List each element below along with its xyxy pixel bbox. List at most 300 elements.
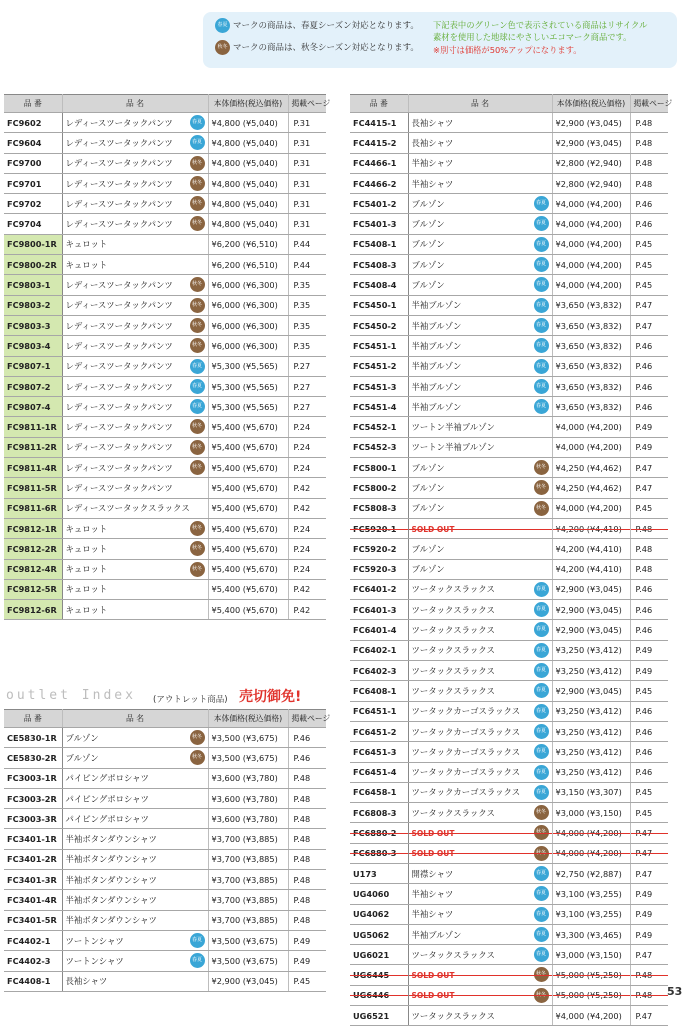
product-code: FC9701 — [4, 173, 62, 193]
spring-summer-badge-icon: 春夏 — [534, 196, 549, 211]
product-price: ¥3,250 (¥3,412) — [552, 742, 630, 762]
header-price: 本体価格(税込価格) — [208, 95, 288, 113]
product-name: レディースツータックパンツ — [65, 300, 173, 311]
product-name-cell — [408, 620, 552, 640]
product-code: FC6401-2 — [350, 579, 408, 599]
product-name: ツートンシャツ — [65, 955, 124, 966]
sold-out-label: SOLD OUT — [411, 971, 455, 981]
product-name: 開襟シャツ — [411, 868, 454, 879]
product-price: ¥3,100 (¥3,255) — [552, 904, 630, 924]
product-price: ¥5,400 (¥5,670) — [208, 559, 288, 579]
product-code: FC9803-4 — [4, 336, 62, 356]
product-price: ¥5,300 (¥5,565) — [208, 397, 288, 417]
product-page: P.46 — [288, 748, 326, 768]
autumn-winter-badge-icon: 秋冬 — [534, 460, 549, 475]
product-page: P.49 — [630, 904, 668, 924]
product-price: ¥5,000 (¥5,250) — [552, 965, 630, 985]
product-code: FC4408-1 — [4, 971, 62, 991]
eco-note-line1: 下記表中のグリーン色で表示されている商品はリサイクル — [433, 20, 648, 30]
table-row — [350, 620, 668, 640]
product-name-cell — [408, 782, 552, 802]
table-row — [350, 904, 668, 924]
product-code: FC4402-1 — [4, 930, 62, 950]
table-row — [350, 1006, 668, 1026]
autumn-winter-badge-icon: 秋冬 — [190, 216, 205, 231]
product-code: FC3003-2R — [4, 788, 62, 808]
product-name-cell — [62, 275, 208, 295]
table-row — [4, 113, 326, 133]
product-page: P.48 — [288, 829, 326, 849]
table-row — [350, 255, 668, 275]
table-row — [350, 843, 668, 863]
product-price: ¥2,900 (¥3,045) — [552, 620, 630, 640]
product-page: P.44 — [288, 255, 326, 275]
product-code: FC6401-3 — [350, 600, 408, 620]
product-name: ツータックカーゴスラックス — [411, 767, 521, 778]
product-code: UG4060 — [350, 884, 408, 904]
product-code: FC6458-1 — [350, 782, 408, 802]
table-row — [4, 437, 326, 457]
header-name: 品 名 — [62, 95, 208, 113]
header-code: 品 番 — [4, 95, 62, 113]
product-page: P.44 — [288, 234, 326, 254]
table-row — [4, 579, 326, 599]
spring-summer-badge-icon: 春夏 — [534, 602, 549, 617]
page-number: 53 — [667, 985, 683, 998]
table-row — [4, 194, 326, 214]
product-name: ツータックスラックス — [411, 604, 495, 615]
autumn-winter-badge-icon: 秋冬 — [190, 521, 205, 536]
table-row — [350, 194, 668, 214]
product-name: レディースツータックパンツ — [65, 137, 173, 148]
product-name-cell — [408, 762, 552, 782]
autumn-winter-badge-icon: 秋冬 — [534, 967, 549, 982]
product-price: ¥3,250 (¥3,412) — [552, 762, 630, 782]
sold-out-label: SOLD OUT — [411, 849, 455, 859]
legend-ss-text: マークの商品は、春夏シーズン対応となります。 — [233, 21, 419, 31]
product-name: ブルゾン — [65, 732, 99, 743]
product-price: ¥2,900 (¥3,045) — [552, 113, 630, 133]
product-price: ¥5,400 (¥5,670) — [208, 498, 288, 518]
product-price: ¥5,300 (¥5,565) — [208, 356, 288, 376]
product-price: ¥6,200 (¥6,510) — [208, 234, 288, 254]
product-page: P.47 — [630, 863, 668, 883]
product-page: P.48 — [630, 518, 668, 538]
product-name-cell — [408, 823, 552, 843]
product-name: レディースツータックパンツ — [65, 280, 173, 291]
product-page: P.49 — [288, 930, 326, 950]
product-name-cell — [408, 275, 552, 295]
product-name-cell — [62, 376, 208, 396]
table-row — [350, 945, 668, 965]
product-name: キュロット — [65, 604, 108, 615]
autumn-winter-badge-icon: 秋冬 — [190, 541, 205, 556]
product-price: ¥6,000 (¥6,300) — [208, 295, 288, 315]
product-code: FC9700 — [4, 153, 62, 173]
product-name: 半袖シャツ — [411, 158, 454, 169]
product-name: ツートンシャツ — [65, 935, 124, 946]
product-page: P.48 — [630, 133, 668, 153]
product-page: P.42 — [288, 498, 326, 518]
product-code: FC5408-1 — [350, 234, 408, 254]
product-price: ¥3,700 (¥3,885) — [208, 849, 288, 869]
product-name: レディースツータックパンツ — [65, 482, 173, 493]
product-name: レディースツータックパンツ — [65, 422, 173, 433]
product-page: P.31 — [288, 194, 326, 214]
product-name: キュロット — [65, 259, 108, 270]
product-price: ¥5,400 (¥5,670) — [208, 478, 288, 498]
product-code: FC6451-3 — [350, 742, 408, 762]
product-name-cell — [62, 829, 208, 849]
product-price: ¥3,250 (¥3,412) — [552, 640, 630, 660]
product-name-cell — [408, 884, 552, 904]
product-price: ¥4,000 (¥4,200) — [552, 498, 630, 518]
product-code: FC5920-2 — [350, 539, 408, 559]
autumn-winter-badge-icon: 秋冬 — [534, 825, 549, 840]
product-name-cell — [408, 518, 552, 538]
spring-summer-badge-icon: 春夏 — [534, 866, 549, 881]
table-row — [4, 829, 326, 849]
product-table-left — [4, 94, 331, 620]
product-name: 半袖ボタンダウンシャツ — [65, 915, 157, 926]
product-price: ¥4,250 (¥4,462) — [552, 458, 630, 478]
product-name: ブルゾン — [411, 564, 445, 575]
product-page: P.48 — [630, 113, 668, 133]
legend-aw-text: マークの商品は、秋冬シーズン対応となります。 — [233, 43, 419, 53]
table-row — [4, 768, 326, 788]
product-name: レディースツータックパンツ — [65, 117, 173, 128]
product-code: FC5800-2 — [350, 478, 408, 498]
product-code: FC9704 — [4, 214, 62, 234]
header-name: 品 名 — [62, 710, 208, 728]
autumn-winter-badge-icon: 秋冬 — [190, 176, 205, 191]
table-row — [350, 742, 668, 762]
product-table-right — [350, 94, 673, 1026]
product-name-cell — [408, 315, 552, 335]
product-name: レディースツータックパンツ — [65, 178, 173, 189]
product-price: ¥2,750 (¥2,887) — [552, 863, 630, 883]
product-name: 半袖ボタンダウンシャツ — [65, 874, 157, 885]
product-name-cell — [62, 579, 208, 599]
spring-summer-badge-icon: 春夏 — [190, 135, 205, 150]
product-page: P.48 — [288, 870, 326, 890]
header-page: 掲載ページ — [288, 95, 326, 113]
product-code: FC6402-3 — [350, 661, 408, 681]
product-page: P.47 — [630, 1006, 668, 1026]
product-code: FC9807-4 — [4, 397, 62, 417]
product-name-cell — [62, 910, 208, 930]
header-price: 本体価格(税込価格) — [552, 95, 630, 113]
product-price: ¥5,400 (¥5,670) — [208, 458, 288, 478]
product-name: レディースツータックパンツ — [65, 320, 173, 331]
table-row — [4, 559, 326, 579]
product-code: FC6451-4 — [350, 762, 408, 782]
table-row — [4, 417, 326, 437]
autumn-winter-badge-icon: 秋冬 — [190, 419, 205, 434]
header-page: 掲載ページ — [630, 95, 668, 113]
product-name-cell — [62, 255, 208, 275]
product-name: ブルゾン — [411, 503, 445, 514]
product-price: ¥4,800 (¥5,040) — [208, 173, 288, 193]
product-page: P.42 — [288, 579, 326, 599]
spring-summer-badge-icon: 春夏 — [534, 907, 549, 922]
table-row — [350, 417, 668, 437]
autumn-winter-badge-icon: 秋冬 — [190, 338, 205, 353]
product-name-cell — [62, 849, 208, 869]
product-name-cell — [62, 539, 208, 559]
product-name-cell — [408, 559, 552, 579]
product-page: P.46 — [630, 620, 668, 640]
spring-summer-badge-icon: 春夏 — [534, 257, 549, 272]
product-name: 半袖シャツ — [411, 888, 454, 899]
product-page: P.47 — [630, 823, 668, 843]
product-code: U173 — [350, 863, 408, 883]
product-code: FC5408-4 — [350, 275, 408, 295]
spring-summer-badge-icon: 春夏 — [534, 886, 549, 901]
product-name-cell — [62, 930, 208, 950]
product-price: ¥5,400 (¥5,670) — [208, 417, 288, 437]
product-code: FC9604 — [4, 133, 62, 153]
table-row — [350, 458, 668, 478]
product-code: FC9811-2R — [4, 437, 62, 457]
product-price: ¥3,650 (¥3,832) — [552, 295, 630, 315]
product-name-cell — [408, 113, 552, 133]
spring-summer-badge-icon: 春夏 — [534, 765, 549, 780]
product-page: P.49 — [288, 951, 326, 971]
product-price: ¥5,400 (¥5,670) — [208, 518, 288, 538]
product-name-cell — [408, 498, 552, 518]
product-name-cell — [62, 214, 208, 234]
product-price: ¥4,800 (¥5,040) — [208, 133, 288, 153]
table-row — [4, 275, 326, 295]
product-price: ¥4,000 (¥4,200) — [552, 214, 630, 234]
product-code: FC9812-1R — [4, 518, 62, 538]
product-code: FC4466-2 — [350, 173, 408, 193]
product-price: ¥6,200 (¥6,510) — [208, 255, 288, 275]
spring-summer-badge-icon: 春夏 — [534, 582, 549, 597]
product-price: ¥3,650 (¥3,832) — [552, 376, 630, 396]
product-price: ¥6,000 (¥6,300) — [208, 315, 288, 335]
product-code: FC5450-1 — [350, 295, 408, 315]
product-name-cell — [408, 194, 552, 214]
product-name-cell — [62, 768, 208, 788]
table-row — [350, 661, 668, 681]
product-name: レディースツータックパンツ — [65, 381, 173, 392]
product-price: ¥3,600 (¥3,780) — [208, 809, 288, 829]
spring-summer-badge-icon: 春夏 — [534, 359, 549, 374]
product-code: FC9807-2 — [4, 376, 62, 396]
sold-out-label: SOLD OUT — [411, 524, 455, 534]
sold-out-label: SOLD OUT — [411, 991, 455, 1001]
product-price: ¥4,000 (¥4,200) — [552, 417, 630, 437]
outlet-sale-label: 売切御免! — [239, 689, 302, 705]
product-price: ¥4,800 (¥5,040) — [208, 214, 288, 234]
product-page: P.46 — [630, 579, 668, 599]
product-price: ¥3,600 (¥3,780) — [208, 788, 288, 808]
product-name: キュロット — [65, 564, 108, 575]
product-page: P.48 — [288, 910, 326, 930]
product-name-cell — [408, 255, 552, 275]
product-price: ¥5,400 (¥5,670) — [208, 600, 288, 620]
table-row — [350, 924, 668, 944]
autumn-winter-badge-icon: 秋冬 — [534, 501, 549, 516]
product-code: FC5408-3 — [350, 255, 408, 275]
product-name-cell — [62, 295, 208, 315]
product-page: P.48 — [288, 768, 326, 788]
product-page: P.27 — [288, 376, 326, 396]
product-price: ¥5,400 (¥5,670) — [208, 539, 288, 559]
table-header — [4, 710, 326, 728]
product-code: FC3401-2R — [4, 849, 62, 869]
product-name: レディースツータックスラックス — [65, 503, 190, 514]
product-name-cell — [62, 870, 208, 890]
table-row — [350, 681, 668, 701]
product-name: レディースツータックパンツ — [65, 442, 173, 453]
product-page: P.31 — [288, 113, 326, 133]
product-price: ¥3,300 (¥3,465) — [552, 924, 630, 944]
product-price: ¥3,500 (¥3,675) — [208, 930, 288, 950]
table-row — [4, 870, 326, 890]
table-row — [350, 295, 668, 315]
spring-summer-badge-icon: 春夏 — [190, 933, 205, 948]
product-code: UG6521 — [350, 1006, 408, 1026]
product-price: ¥2,900 (¥3,045) — [552, 600, 630, 620]
product-code: FC5451-2 — [350, 356, 408, 376]
product-code: FC9811-4R — [4, 458, 62, 478]
product-price: ¥3,000 (¥3,150) — [552, 945, 630, 965]
product-name: 半袖ブルゾン — [411, 340, 462, 351]
product-code: FC5920-3 — [350, 559, 408, 579]
product-price: ¥2,800 (¥2,940) — [552, 153, 630, 173]
table-row — [4, 600, 326, 620]
product-name-cell — [408, 945, 552, 965]
product-name: ブルゾン — [411, 259, 445, 270]
product-name-cell — [408, 904, 552, 924]
table-row — [350, 275, 668, 295]
product-name-cell — [62, 437, 208, 457]
product-name: ツートン半袖ブルゾン — [411, 422, 495, 433]
product-name-cell — [408, 153, 552, 173]
header-name: 品 名 — [408, 95, 552, 113]
product-name-cell — [408, 742, 552, 762]
product-code: FC3401-1R — [4, 829, 62, 849]
product-price: ¥2,800 (¥2,940) — [552, 173, 630, 193]
product-page: P.49 — [630, 640, 668, 660]
product-name: レディースツータックパンツ — [65, 158, 173, 169]
product-page: P.48 — [288, 809, 326, 829]
product-code: FC5800-1 — [350, 458, 408, 478]
table-row — [350, 985, 668, 1005]
product-name: 半袖ブルゾン — [411, 320, 462, 331]
product-page: P.46 — [630, 397, 668, 417]
product-name-cell — [408, 843, 552, 863]
product-page: P.48 — [288, 849, 326, 869]
product-name-cell — [62, 478, 208, 498]
product-page: P.35 — [288, 295, 326, 315]
product-price: ¥5,400 (¥5,670) — [208, 579, 288, 599]
product-name: 半袖ボタンダウンシャツ — [65, 834, 157, 845]
product-name: ブルゾン — [411, 482, 445, 493]
product-price: ¥4,000 (¥4,200) — [552, 275, 630, 295]
product-name: ブルゾン — [411, 198, 445, 209]
table-row — [4, 930, 326, 950]
product-page: P.24 — [288, 417, 326, 437]
product-name-cell — [408, 539, 552, 559]
product-name: ツータックカーゴスラックス — [411, 787, 521, 798]
product-name: 長袖シャツ — [411, 137, 454, 148]
product-name-cell — [408, 214, 552, 234]
product-name: 半袖ボタンダウンシャツ — [65, 895, 157, 906]
product-code: FC3003-1R — [4, 768, 62, 788]
spring-summer-badge-icon: 春夏 — [534, 338, 549, 353]
table-row — [4, 214, 326, 234]
product-code: FC4415-1 — [350, 113, 408, 133]
product-page: P.42 — [288, 600, 326, 620]
product-code: FC3401-5R — [4, 910, 62, 930]
product-name-cell — [62, 748, 208, 768]
table-header — [4, 95, 326, 113]
table-row — [350, 437, 668, 457]
spring-summer-badge-icon: 春夏 — [534, 399, 549, 414]
autumn-winter-badge-icon: 秋冬 — [534, 480, 549, 495]
product-page: P.47 — [630, 315, 668, 335]
product-price: ¥3,700 (¥3,885) — [208, 870, 288, 890]
product-price: ¥3,600 (¥3,780) — [208, 768, 288, 788]
spring-summer-badge-icon: 春夏 — [534, 724, 549, 739]
product-page: P.49 — [630, 924, 668, 944]
product-price: ¥3,150 (¥3,307) — [552, 782, 630, 802]
product-name: 半袖シャツ — [411, 909, 454, 920]
product-name-cell — [62, 458, 208, 478]
product-page: P.24 — [288, 539, 326, 559]
table-row — [350, 133, 668, 153]
product-price: ¥2,900 (¥3,045) — [552, 681, 630, 701]
spring-summer-badge-icon: 春夏 — [190, 115, 205, 130]
spring-summer-badge-icon: 春夏 — [534, 663, 549, 678]
header-price: 本体価格(税込価格) — [208, 710, 288, 728]
autumn-winter-badge-icon: 秋冬 — [190, 750, 205, 765]
table-row — [4, 971, 326, 991]
spring-summer-badge-icon: 春夏 — [534, 277, 549, 292]
autumn-winter-badge-icon: 秋冬 — [190, 318, 205, 333]
product-code: FC6880-3 — [350, 843, 408, 863]
autumn-winter-badge-icon: 秋冬 — [190, 730, 205, 745]
spring-summer-badge-icon: 春夏 — [190, 359, 205, 374]
product-name-cell — [62, 728, 208, 748]
product-name: ツータックスラックス — [411, 807, 495, 818]
product-price: ¥3,250 (¥3,412) — [552, 661, 630, 681]
product-code: FC5452-3 — [350, 437, 408, 457]
autumn-winter-badge-icon: 秋冬 — [534, 805, 549, 820]
product-page: P.45 — [630, 275, 668, 295]
table-row — [4, 748, 326, 768]
product-name-cell — [408, 397, 552, 417]
product-name-cell — [408, 417, 552, 437]
product-code: FC6880-2 — [350, 823, 408, 843]
product-name-cell — [62, 417, 208, 437]
product-page: P.48 — [630, 559, 668, 579]
product-page: P.48 — [288, 890, 326, 910]
product-price: ¥2,900 (¥3,045) — [208, 971, 288, 991]
table-row — [4, 539, 326, 559]
table-row — [350, 498, 668, 518]
product-code: FC5920-1 — [350, 518, 408, 538]
product-price: ¥6,000 (¥6,300) — [208, 336, 288, 356]
product-page: P.45 — [630, 255, 668, 275]
product-page: P.46 — [630, 356, 668, 376]
autumn-winter-badge-icon: 秋冬 — [190, 298, 205, 313]
product-price: ¥4,800 (¥5,040) — [208, 113, 288, 133]
